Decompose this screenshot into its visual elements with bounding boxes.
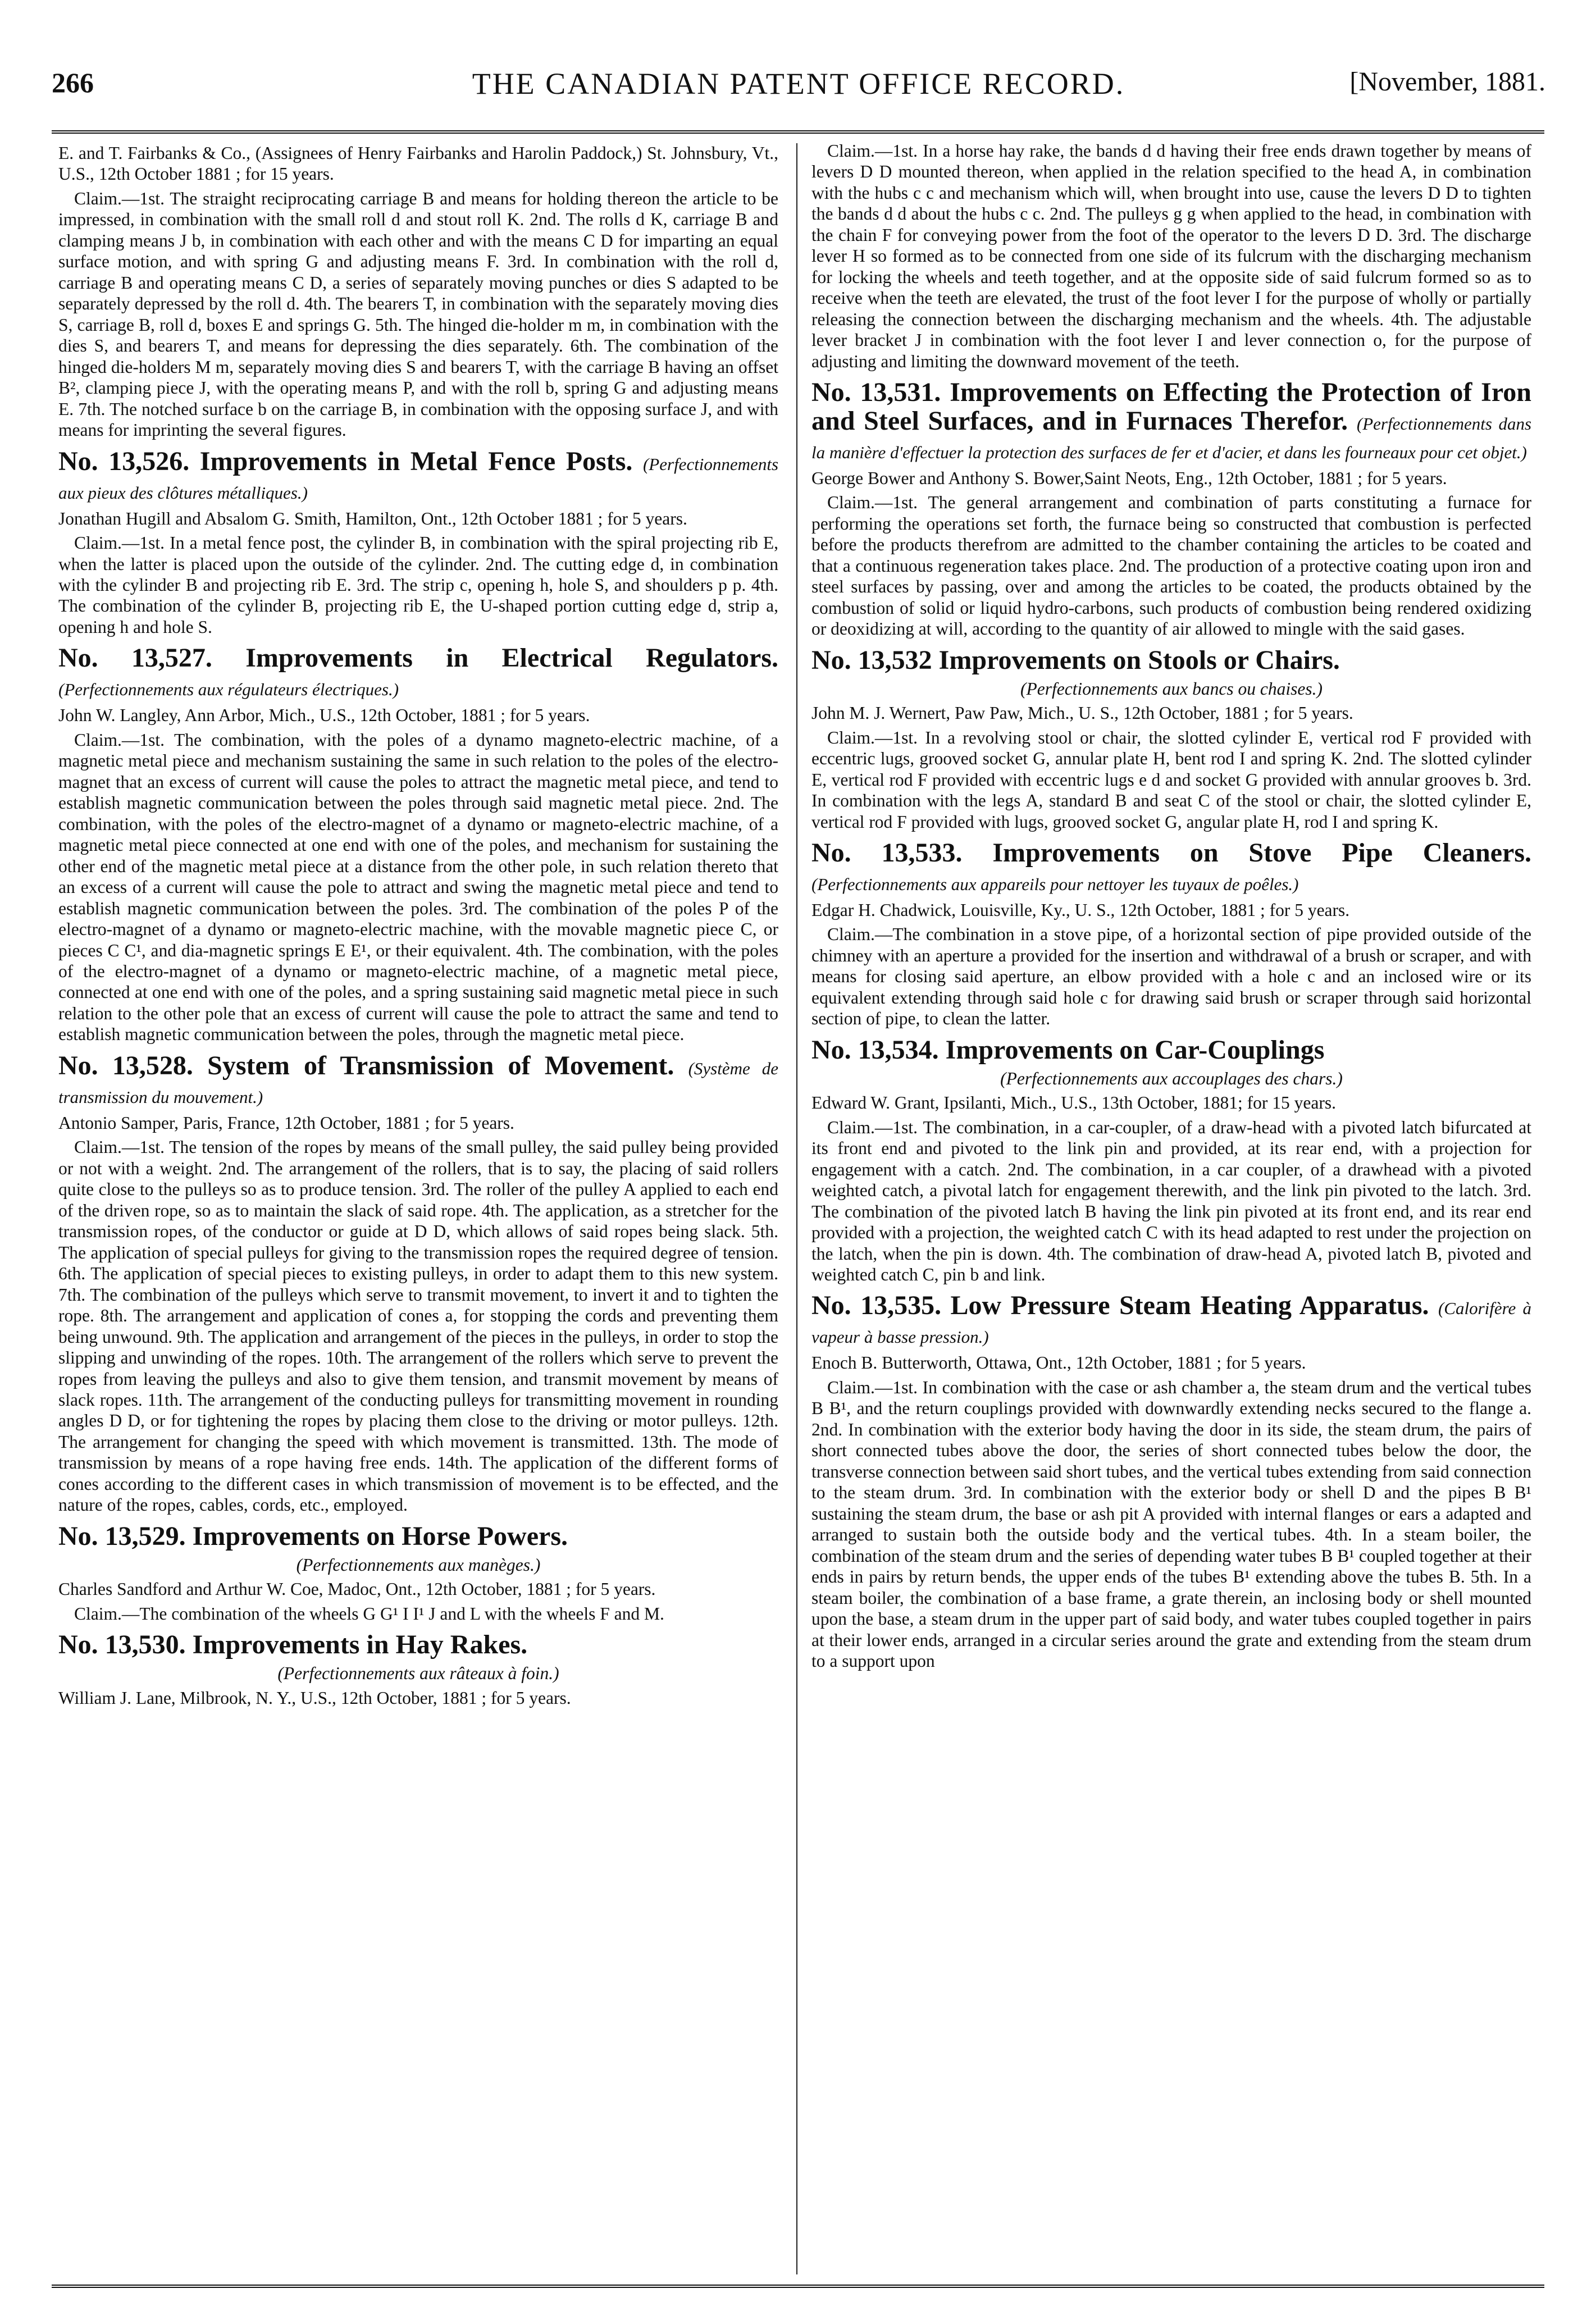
patent-title: No. 13,528. System of Transmission of Movement.: [58, 1050, 674, 1081]
page-header: [52, 66, 1545, 111]
claim-text: Claim.—1st. In a horse hay rake, the bands d d having their free ends drawn together by means of levers D D mounted thereon, when applied in the relation specified to the head A, in combination with the hubs c c and mechanism which will, when brought into use, cause the levers D D to tighten the bands d d about the hubs c c. 2nd. The pulleys g g when applied to the head, in combination with the chain F for conveying power from the foot of the operator to the levers D D. 3rd. The discharge lever H so formed as to be connected from one side of its fulcrum with the discharging mechanism for locking the wheels and teeth together, and at the opposite side of said fulcrum formed so as to receive when the teeth are elevated, the trust of the foot lever I for the purpose of wholly or partially releasing the connection between the discharging mechanism and the wheels. 4th. The adjustable lever bracket J in combination with the foot lever I and lever connection o, for the purpose of adjusting and limiting the downward movement of the teeth.: [811, 141, 1531, 371]
french-title: (Calorifère à vapeur à basse pression.): [811, 1298, 1531, 1347]
issue-date: [November, 1881.: [1349, 67, 1545, 97]
patent-heading: [811, 839, 1531, 896]
patent-heading: [811, 646, 1531, 675]
patent-title: No. 13,534. Improvements on Car-Couplings: [811, 1034, 1325, 1065]
claim-text: Claim.—1st. The straight reciprocating carriage B and means for holding thereon the article to be impressed, in combination with the small roll d and stout roll K. 2nd. The rolls d K, carriage B and clamping means J b, in combination with each other and with the means C D for imparting an equal surface motion, and with spring G and adjusting means F. 3rd. In combination with the roll d, carriage B and operating means C D, a series of separately moving punches or dies S adapted to be separately depressed by the roll d. 4th. The bearers T, in combination with the separately moving dies S, carriage B, roll d, boxes E and springs G. 5th. The hinged die-holder m m, in combination with the dies S, and bearers T, and means for depressing the dies separately. 6th. The combination of the hinged die-holders M m, separately moving dies S and bearers T, with the carriage B having an offset B², clamping piece J, with the operating means P, and with the roll b, spring G and adjusting means E. 7th. The notched surface b on the carriage B, in combination with the opposing surface J, and with means for imprinting the several figures.: [58, 188, 778, 440]
french-title: (Perfectionnements aux râteaux à foin.): [277, 1663, 559, 1684]
patent-heading: [811, 1292, 1531, 1349]
patent-heading: [58, 1522, 778, 1551]
patent-heading: [58, 1631, 778, 1660]
inventor-line: Edgar H. Chadwick, Louisville, Ky., U. S., 12th October, 1881 ; for 5 years.: [811, 900, 1350, 920]
french-title: (Perfectionnements aux accouplages des chars.): [1000, 1068, 1343, 1088]
patent-title: No. 13,535. Low Pressure Steam Heating Apparatus.: [811, 1291, 1429, 1321]
publication-title: THE CANADIAN PATENT OFFICE RECORD.: [472, 67, 1125, 101]
left-column: [58, 140, 778, 2277]
claim-text: Claim.—1st. In a metal fence post, the cylinder B, in combination with the spiral projecting rib E, when the latter is placed upon the outside of the cylinder. 2nd. The cutting edge d, in combination with the cylinder B and projecting rib E. 3rd. The strip c, opening h, hole S, and shoulders p p. 4th. The combination of the cylinder B, projecting rib E, the U-shaped portion cutting edge d, strip a, opening h and hole S.: [58, 533, 778, 637]
claim-text: Claim.—1st. The combination, in a car-coupler, of a draw-head with a pivoted latch bifurcated at its front end and pivoted to the link pin and provided, at its rear end, with a projection for engagement with a catch. 2nd. The combination, in a car coupler, of a drawhead with a pivoted weighted catch, a pivotal latch for engagement therewith, and the link pin pivoted to the latch. 3rd. The combination of the pivoted latch B having the link pin pivoted at its front end, and its rear end provided with a projection, the weighted catch C with its head adapted to rest under the projection on the latch, when the pin is down. 4th. The combination of draw-head A, pivoted latch B, pivoted and weighted catch C, pin b and link.: [811, 1117, 1531, 1284]
column-divider: [796, 143, 797, 2274]
patent-title: No. 13,526. Improvements in Metal Fence Posts.: [58, 446, 633, 476]
claim-text: Claim.—1st. The general arrangement and combination of parts constituting a furnace for performing the operations set forth, the furnace being so constructed that combustion is perfected before the products therefrom are admitted to the chamber containing the articles to be coated and that a continuous regeneration takes place. 2nd. The production of a protective coating upon iron and steel surfaces by passing, over and among the articles to be coated, the products obtained by the combustion of solid or liquid hydro-carbons, such products of combustion being rendered oxidizing or deoxidizing at will, according to the quantity of air allowed to mingle with the said gases.: [811, 493, 1531, 639]
patent-title: No. 13,530. Improvements in Hay Rakes.: [58, 1630, 528, 1660]
patent-title: No. 13,529. Improvements on Horse Powers.: [58, 1521, 568, 1551]
patent-title: No. 13,532 Improvements on Stools or Chairs.: [811, 645, 1340, 675]
inventor-line: Antonio Samper, Paris, France, 12th October, 1881 ; for 5 years.: [58, 1113, 514, 1133]
patent-title: No. 13,527. Improvements in Electrical Regulators.: [58, 643, 778, 673]
claim-text: Claim.—The combination in a stove pipe, of a horizontal section of pipe provided outside of the chimney with an aperture a provided for the insertion and withdrawal of a brush or scraper, and with means for closing said aperture, an elbow provided with a hole c and an inclosed wire or its equivalent extending through said hole c for drawing said brush or scraper through said horizontal section of pipe, to clean the latter.: [811, 924, 1531, 1029]
claim-text: Claim.—1st. In combination with the case or ash chamber a, the steam drum and the vertical tubes B B¹, and the return couplings provided with downwardly extending necks secured to the flange a. 2nd. In combination with the exterior body having the door in its side, the steam drum, the pairs of short connected tubes above the door, the series of short connected tubes below the door, the transverse connection between said short tubes, and the vertical tubes extending from said connection to the steam drum. 3rd. In combination with the exterior body or shell D and the pipes B B¹ sustaining the steam drum, the base or ash pit A provided with internal flanges or ears a adapted and arranged to sustain both the outside body and the vertical tubes. 4th. In a steam boiler, the combination of the steam drum and the series of depending water tubes B B¹ coupled together at their ends in pairs by return bends, the upper ends of the tubes B¹ extending above the tubes B. 5th. In a steam boiler, the combination of a base frame, a grate therein, an inclosing body or shell mounted upon the base, a steam drum in the upper part of said body, and water tubes coupled together in pairs at their lower ends, arranged in a circular series around the grate and extending from the steam drum to a support upon: [811, 1377, 1531, 1671]
inventor-line: George Bower and Anthony S. Bower,Saint Neots, Eng., 12th October, 1881 ; for 5 years.: [811, 468, 1447, 488]
inventor-line: Edward W. Grant, Ipsilanti, Mich., U.S., 13th October, 1881; for 15 years.: [811, 1093, 1336, 1113]
right-column: [811, 140, 1531, 2277]
french-title: (Système de transmission du mouvement.): [58, 1058, 778, 1107]
french-title: (Perfectionnements aux appareils pour nettoyer les tuyaux de poêles.): [811, 874, 1299, 894]
claim-text: Claim.—The combination of the wheels G G¹ I I¹ J and L with the wheels F and M.: [74, 1603, 664, 1624]
inventor-line: John W. Langley, Ann Arbor, Mich., U.S., 12th October, 1881 ; for 5 years.: [58, 705, 590, 726]
french-title: (Perfectionnements aux pieux des clôtures métalliques.): [58, 454, 778, 503]
page-number: 266: [52, 67, 94, 98]
french-title: (Perfectionnements aux régulateurs électriques.): [58, 680, 399, 700]
french-title: (Perfectionnements dans la manière d'effectuer la protection des surfaces de fer et d'acier, et dans les fourneaux pour cet objet.): [811, 414, 1531, 463]
inventor-line: Charles Sandford and Arthur W. Coe, Madoc, Ont., 12th October, 1881 ; for 5 years.: [58, 1579, 656, 1599]
inventor-line: E. and T. Fairbanks & Co., (Assignees of Henry Fairbanks and Harolin Paddock,) St. Johnsbury, Vt., U.S., 12th October 1881 ; for 15 years.: [58, 143, 778, 184]
inventor-line: Jonathan Hugill and Absalom G. Smith, Hamilton, Ont., 12th October 1881 ; for 5 years.: [58, 508, 687, 528]
patent-heading: [58, 644, 778, 701]
french-title: (Perfectionnements aux bancs ou chaises.): [1020, 678, 1323, 699]
patent-heading: [58, 1052, 778, 1109]
inventor-line: Enoch B. Butterworth, Ottawa, Ont., 12th October, 1881 ; for 5 years.: [811, 1353, 1306, 1373]
patent-heading: [811, 1036, 1531, 1065]
patent-title: No. 13,533. Improvements on Stove Pipe Cleaners.: [811, 838, 1531, 868]
french-title: (Perfectionnements aux manèges.): [296, 1554, 541, 1575]
patent-heading: [58, 448, 778, 505]
inventor-line: John M. J. Wernert, Paw Paw, Mich., U. S., 12th October, 1881 ; for 5 years.: [811, 703, 1353, 723]
claim-text: Claim.—1st. In a revolving stool or chair, the slotted cylinder E, vertical rod F provided with eccentric lugs, grooved socket G, annular plate H, bent rod I and spring K. 2nd. The slotted cylinder E, vertical rod F provided with eccentric lugs e d and socket G provided with annular grooves b. 3rd. In combination with the legs A, standard B and seat C of the stool or chair, the slotted cylinder E, vertical rod F provided with lugs, grooved socket G, angular plate H, rod I and spring K.: [811, 727, 1531, 832]
patent-title: No. 13,531. Improvements on Effecting the Protection of Iron and Steel Surfaces, and in Furnaces Therefor.: [811, 377, 1531, 436]
inventor-line: William J. Lane, Milbrook, N. Y., U.S., 12th October, 1881 ; for 5 years.: [58, 1688, 571, 1708]
patent-heading: [811, 379, 1531, 464]
claim-text: Claim.—1st. The combination, with the poles of a dynamo magneto-electric machine, of a magnetic metal piece and mechanism sustaining the same in such relation to the poles of the electro-magnet that an excess of current will cause the poles to attract the magnetic metal piece, and tend to establish magnetic communication between the poles through said magnetic metal piece. 2nd. The combination, with the poles of the electro-magnet of a dynamo or magneto-electric machine, of a magnetic metal piece connected at one end with one of the poles, and mechanism for sustaining the other end of the magnetic metal piece at a distance from the other pole, in such relation thereto that an excess of a current will cause the pole to attract and swing the magnetic metal piece and tend to establish magnetic communication between the poles. 3rd. The combination of the poles P of the electro-magnet of a dynamo or magneto-electric machine, with the movable magnetic piece C, or pieces C C¹, and dia-magnetic springs E E¹, or their equivalent. 4th. The combination, with the poles of the electro-magnet of a dynamo or magneto-electric machine, of a magnetic metal piece, connected at one end with one of the poles, and a spring sustaining said magnetic metal piece in such relation to the other pole that an excess of current will cause the pole to attract the same and tend to establish magnetic communication between the poles, through the magnetic metal piece.: [58, 730, 778, 1045]
claim-text: Claim.—1st. The tension of the ropes by means of the small pulley, the said pulley being provided or not with a weight. 2nd. The arrangement of the rollers, that is to say, the placing of said rollers quite close to the pulleys so as to produce tension. 3rd. The roller of the pulley A applied to each end of the driven rope, so as to maintain the slack of said rope. 4th. The application, as a stretcher for the transmission ropes, of the conductor or guide at D D, which allows of said ropes being slack. 5th. The application of special pulleys for giving to the transmission ropes the required degree of tension. 6th. The application of special pieces to existing pulleys, in order to adapt them to this new system. 7th. The combination of the pulleys which serve to transmit movement, to invert it and to tighten the rope. 8th. The arrangement and application of cones a, for stopping the cords and preventing them being unwound. 9th. The application and arrangement of the pieces in the pulleys, in order to stop the slipping and unwinding of the ropes. 10th. The arrangement of the rollers which serve to prevent the ropes from leaving the pulleys and also to give them tension, and transmit movement by means of slack ropes. 11th. The arrangement of the conducting pulleys for transmitting movement in rounding angles D D, or for tightening the ropes by placing them close to the driving or motor pulleys. 12th. The arrangement for changing the speed with which movement is transmitted. 13th. The mode of transmission by means of a rope having free ends. 14th. The application of the different forms of cones according to the different cases in which transmission of movement is to be effected, and the nature of the ropes, cables, cords, etc., employed.: [58, 1137, 778, 1515]
